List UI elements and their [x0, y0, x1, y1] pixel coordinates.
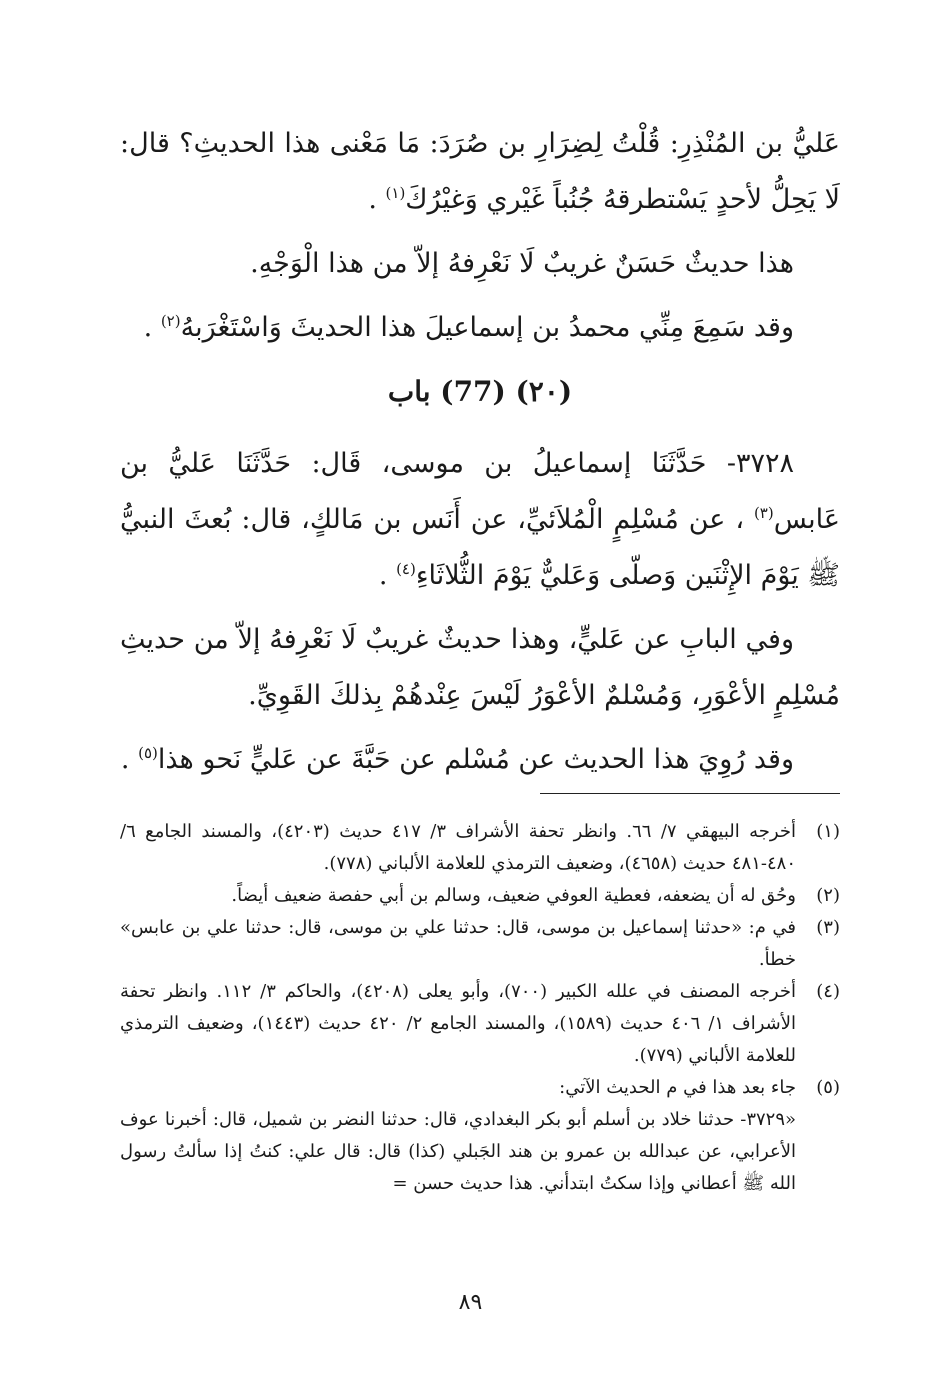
footnote-number: (٤) — [816, 981, 840, 1002]
paragraph-4-text-continued: ، عن مُسْلِمٍ الْمُلاَئيِّ، عن أَنَس بن مَالكٍ، قال: بُعثَ النبيُّ ﷺ يَوْمَ الإِثْنَين وَصلّى وَعَليٌّ يَوْمَ الثُّلاثَاءِ — [120, 504, 840, 591]
footnote-text: جاء بعد هذا في م الحديث الآتي: — [559, 1077, 796, 1098]
paragraph-6 — [120, 732, 840, 788]
footnote-number: (٣) — [816, 917, 840, 938]
paragraph-6-text: وقد رُوِيَ هذا الحديث عن مُسْلم عن حَبَّةَ عن عَليٍّ نَحو هذا — [157, 744, 794, 775]
footnote-5 — [120, 1072, 840, 1200]
paragraph-3-end: . — [143, 312, 161, 343]
footnote-ref-2[interactable]: (٢) — [160, 312, 181, 330]
footnote-ref-5[interactable]: (٥) — [138, 744, 158, 762]
footnote-divider — [540, 793, 840, 794]
footnotes — [120, 816, 840, 1200]
footnote-quoted-hadith: «٣٧٢٩- حدثنا خلاد بن أسلم أبو بكر البغدادي، قال: حدثنا النضر بن شميل، قال: أخبرنا عوف الأعرابي، عن عبدالله بن عمرو بن هند الجَبلي (كذا) قال: قال علي: كنتُ إذا سألتُ رسول الله ﷺ أعطاني وإذا سكتُ ابتدأني. هذا حديث حسن = — [120, 1109, 796, 1194]
footnote-text: وحُق له أن يضعفه، فعطية العوفي ضعيف، وسالم بن أبي حفصة ضعيف أيضاً. — [231, 885, 796, 906]
paragraph-4-end: . — [378, 560, 397, 591]
footnote-1 — [120, 816, 840, 880]
footnote-3 — [120, 912, 840, 976]
footnote-number: (١) — [816, 821, 840, 842]
section-heading: (٢٠) (77) باب — [387, 375, 573, 408]
footnote-text: في م: «حدثنا إسماعيل بن موسى، قال: حدثنا علي بن موسى، قال: حدثنا علي بن عابس» خطأ. — [120, 917, 796, 970]
paragraph-1-text: عَليُّ بن المُنْذِرِ: قُلْتُ لِضِرَارِ بن صُرَدَ: مَا مَعْنى هذا الحديثِ؟ قال: لَا يَحِلُّ لأحدٍ يَسْتطرقهُ جُنُباً غَيْري وَغيْرُكَ — [120, 128, 840, 215]
paragraph-3-text: وقد سَمِعَ مِنِّي محمدُ بن إسماعيلَ هذا الحديثَ وَاسْتَغْرَبهُ — [180, 312, 794, 343]
footnote-4 — [120, 976, 840, 1072]
main-text — [120, 116, 840, 788]
footnote-number: (٢) — [816, 885, 840, 906]
footnote-ref-3[interactable]: (٣) — [753, 504, 774, 522]
footnote-text: أخرجه المصنف في علله الكبير (٧٠٠)، وأبو يعلى (٤٢٠٨)، والحاكم ٣/ ١١٢. وانظر تحفة الأشراف ١/ ٤٠٦ حديث (١٥٨٩)، والمسند الجامع ٢/ ٤٢٠ حديث (١٤٤٣)، وضعيف الترمذي للعلامة الألباني (٧٧٩). — [120, 981, 796, 1066]
paragraph-1 — [120, 116, 840, 228]
footnote-ref-4[interactable]: (٤) — [396, 560, 416, 578]
footnote-number: (٥) — [816, 1077, 840, 1098]
page-number: ٨٩ — [458, 1290, 483, 1315]
footnote-ref-1[interactable]: (١) — [385, 184, 406, 202]
footnote-text: أخرجه البيهقي ٧/ ٦٦. وانظر تحفة الأشراف ٣/ ٤١٧ حديث (٤٢٠٣)، والمسند الجامع ٦/ ٤٨٠-٤٨١ حديث (٤٦٥٨)، وضعيف الترمذي للعلامة الألباني (٧٧٨). — [120, 821, 796, 874]
paragraph-3 — [120, 300, 840, 356]
paragraph-4-text: ٣٧٢٨- حَدَّثَنَا إسماعيلُ بن موسى، قَال: حَدَّثَنَا عَليُّ بن عَابس — [120, 448, 840, 535]
paragraph-2: هذا حديثٌ حَسَنٌ غريبٌ لَا نَعْرِفهُ إلاّ من هذا الْوَجْهِ. — [250, 248, 794, 279]
paragraph-1-end: . — [368, 184, 386, 215]
footnote-2 — [120, 880, 840, 912]
paragraph-4 — [120, 436, 840, 604]
paragraph-5: وفي البابِ عن عَليٍّ، وهذا حديثٌ غريبٌ لَا نَعْرِفهُ إلاّ من حديثِ مُسْلِمٍ الأعْوَرِ، وَمُسْلمٌ الأعْوَرُ لَيْسَ عِنْدهُمْ بِذلكَ القَوِيِّ. — [120, 624, 840, 711]
paragraph-6-end: . — [120, 744, 139, 775]
